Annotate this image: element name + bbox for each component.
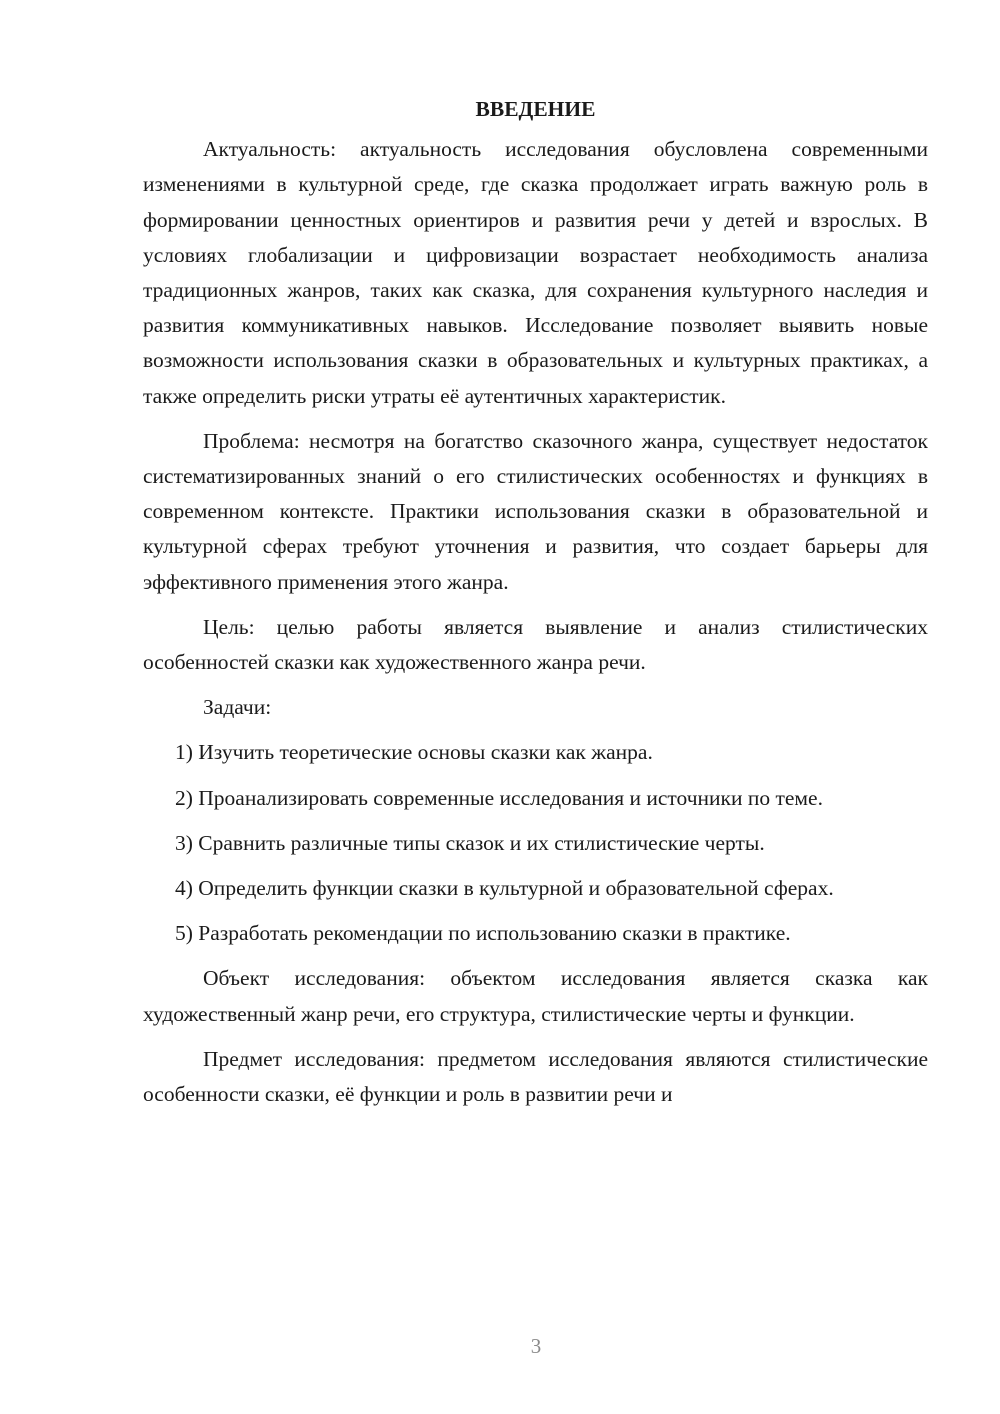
task-item-1: 1) Изучить теоретические основы сказки как жанра.: [175, 740, 653, 765]
goal-paragraph: Цель: целью работы является выявление и анализ стилистических особенностей сказки как художественного жанра речи.: [143, 614, 928, 675]
relevance-paragraph: Актуальность: актуальность исследования обусловлена современными изменениями в культурной среде, где сказка продолжает играть важную роль в формировании ценностных ориентиров и развития речи у детей и взрослых. В условиях глобализации и цифровизации возрастает необходимость анализа традиционных жанров, таких как сказка, для сохранения культурного наследия и развития коммуникативных навыков. Исследование позволяет выявить новые возможности использования сказки в образовательных и культурных практиках, а также определить риски утраты её аутентичных характеристик.: [143, 137, 928, 408]
task-item-4: 4) Определить функции сказки в культурной и образовательной сферах.: [175, 876, 834, 901]
section-heading: ВВЕДЕНИЕ: [475, 97, 596, 121]
task-item-2: 2) Проанализировать современные исследования и источники по теме.: [175, 785, 823, 810]
page-number: 3: [530, 1334, 542, 1358]
problem-paragraph: Проблема: несмотря на богатство сказочного жанра, существует недостаток систематизированных знаний о его стилистических особенностях и функциях в современном контексте. Практики использования сказки в образовательной и культурной сферах требуют уточнения и развития, что создает барьеры для эффективного применения этого жанра.: [143, 428, 928, 594]
page-content: [143, 92, 928, 1112]
subject-paragraph: Предмет исследования: предметом исследования являются стилистические особенности сказки, её функции и роль в развитии речи и: [143, 1046, 928, 1107]
task-item-5: 5) Разработать рекомендации по использованию сказки в практике.: [175, 921, 791, 946]
task-item-3: 3) Сравнить различные типы сказок и их стилистические черты.: [175, 830, 765, 855]
object-paragraph: Объект исследования: объектом исследования является сказка как художественный жанр речи, его структура, стилистические черты и функции.: [143, 966, 928, 1026]
tasks-label: Задачи:: [203, 695, 272, 720]
